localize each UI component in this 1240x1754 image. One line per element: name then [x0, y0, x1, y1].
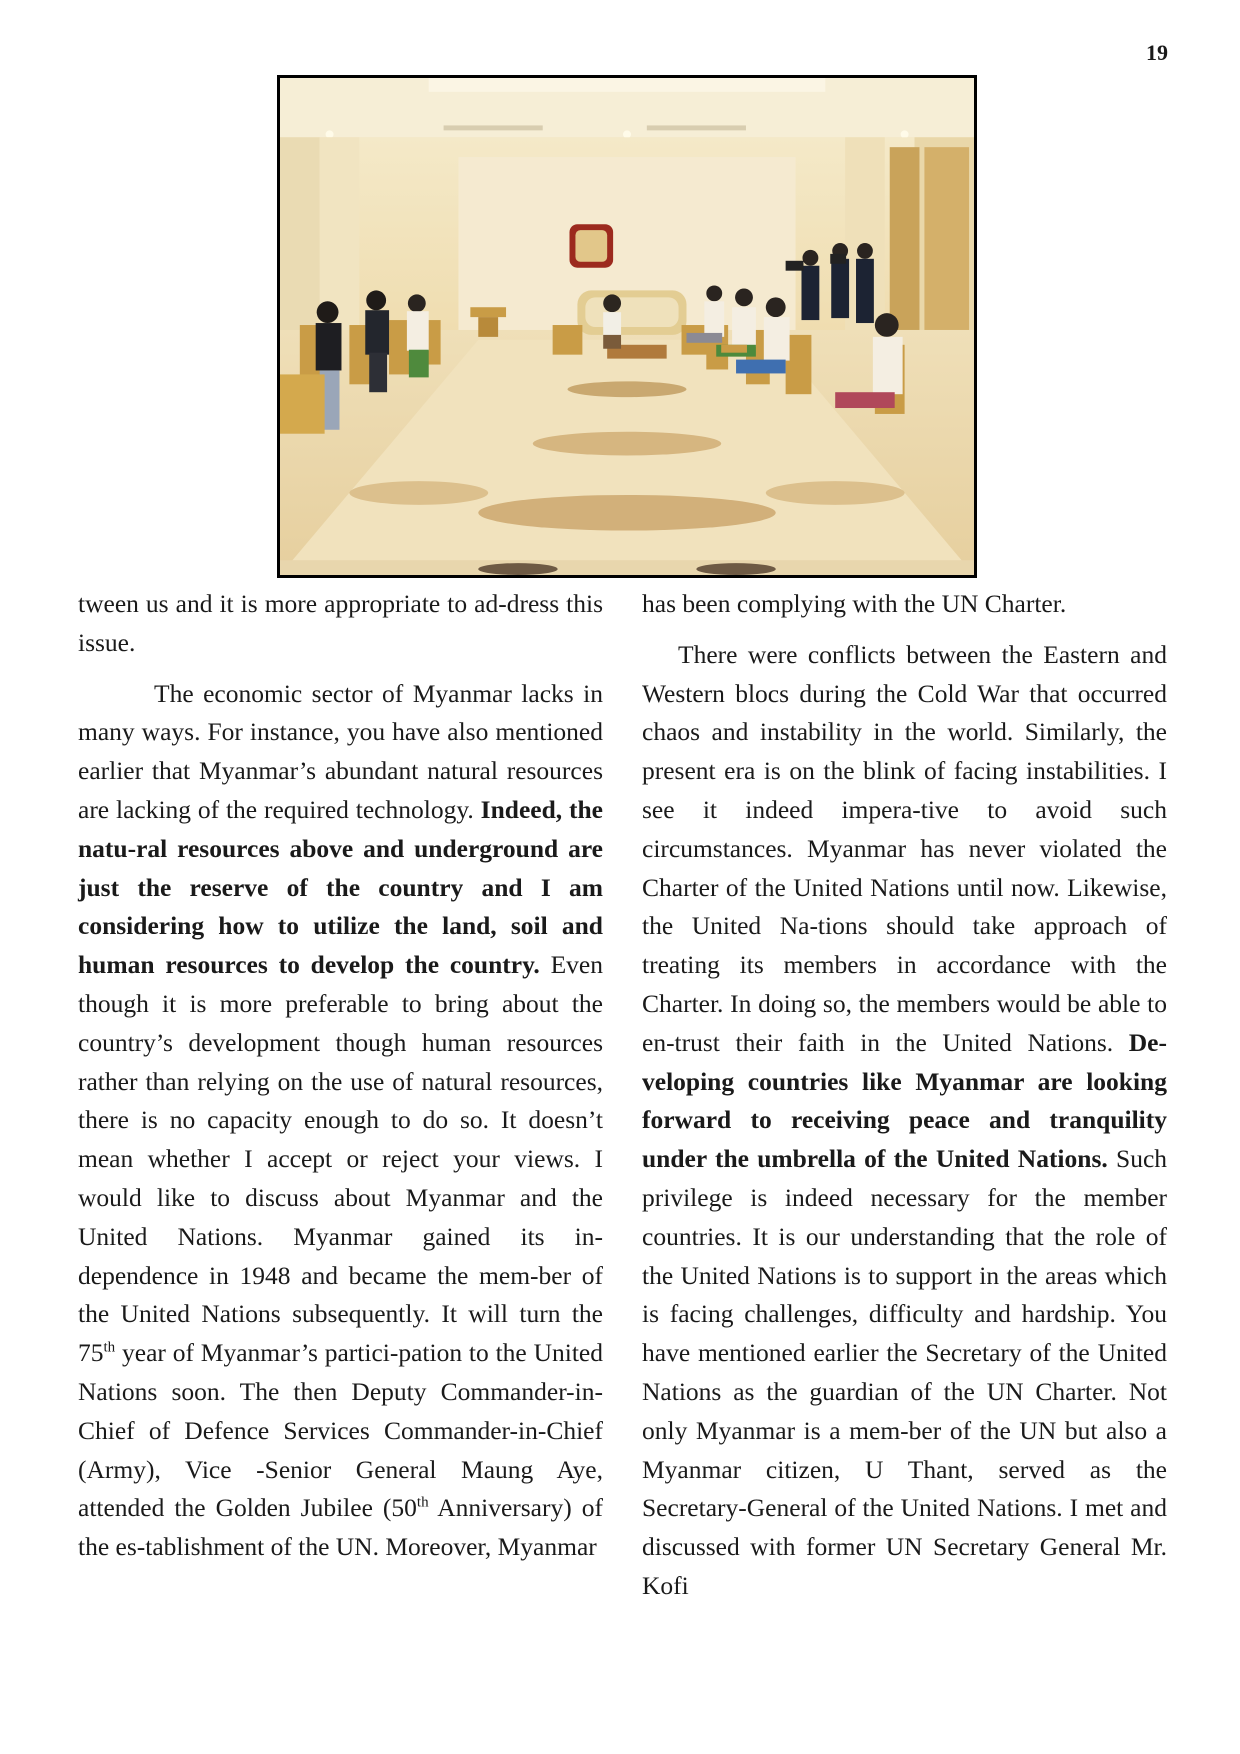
left-paragraph-2: [78, 675, 603, 1567]
left-p2-bold-text: Indeed, the natu-ral resources above and underground are just the reserve of the country and I am considering how to utilize the land, soil and human resources to develop the country.: [78, 794, 603, 980]
left-p2-text-c: year of Myanmar’s partici-pation to the United Nations soon. The then Deputy Commander-in-Chief of Defence Services Commander-in-Chief (Army), Vice -Senior General Maung Aye, attended the Golden Jubilee (50: [78, 1338, 603, 1523]
left-text-column: [78, 585, 603, 1579]
right-paragraph-1: has been complying with the UN Charter.: [642, 589, 1067, 618]
page-number: 19: [1146, 40, 1168, 65]
right-paragraph-2: [642, 636, 1167, 1606]
left-p2-text-a: The economic sector of Myanmar lacks in many ways. For instance, you have also mentioned earlier that Myanmar’s abundant natural resources are lacking of the required technology.: [78, 678, 603, 824]
meeting-room-photo: [277, 75, 977, 578]
left-p2-superscript-2: th: [416, 1494, 429, 1511]
right-text-column: [642, 585, 1167, 1618]
left-p2-text-b: Even though it is more preferable to bring about the country’s development though human resources rather than relying on the use of natural resources, there is no capacity enough to do so. It doesn’t mean whether I accept or reject your views. I would like to discuss about Myanmar and the United Nations. Myanmar gained its in-dependence in 1948 and became the mem-ber of the United Nations subsequently. It will turn the 75: [78, 950, 603, 1368]
left-p2-superscript-1: th: [103, 1339, 116, 1356]
left-paragraph-1: tween us and it is more appropriate to ad-dress this issue.: [78, 589, 603, 657]
right-p2-bold-text: De-veloping countries like Myanmar are looking forward to receiving peace and tranquility under the umbrella of the United Nations.: [642, 1027, 1167, 1174]
meeting-photo-illustration: [280, 78, 974, 575]
right-p2-text-a: There were conflicts between the Eastern and Western blocs during the Cold War that occurred chaos and instability in the world. Similarly, the present era is on the blink of facing instabilities. I see it indeed impera-tive to avoid such circumstances. Myanmar has never violated the Charter of the United Nations until now. Likewise, the United Na-tions should take approach of treating its members in accordance with the Charter. In doing so, the members would be able to en-trust their faith in the United Nations.: [642, 639, 1167, 1057]
right-p2-text-b: Such privilege is indeed necessary for the member countries. It is our understanding that the role of the United Nations is to support in the areas which is facing challenges, difficulty and hardship. You have mentioned earlier the Secretary of the United Nations as the guardian of the UN Charter. Not only Myanmar is a mem-ber of the UN but also a Myanmar citizen, U Thant, served as the Secretary-General of the United Nations. I met and discussed with former UN Secretary General Mr. Kofi: [642, 1144, 1168, 1600]
left-p2-text-d: Anniversary) of the es-tablishment of the UN. Moreover, Myanmar: [78, 1493, 603, 1562]
